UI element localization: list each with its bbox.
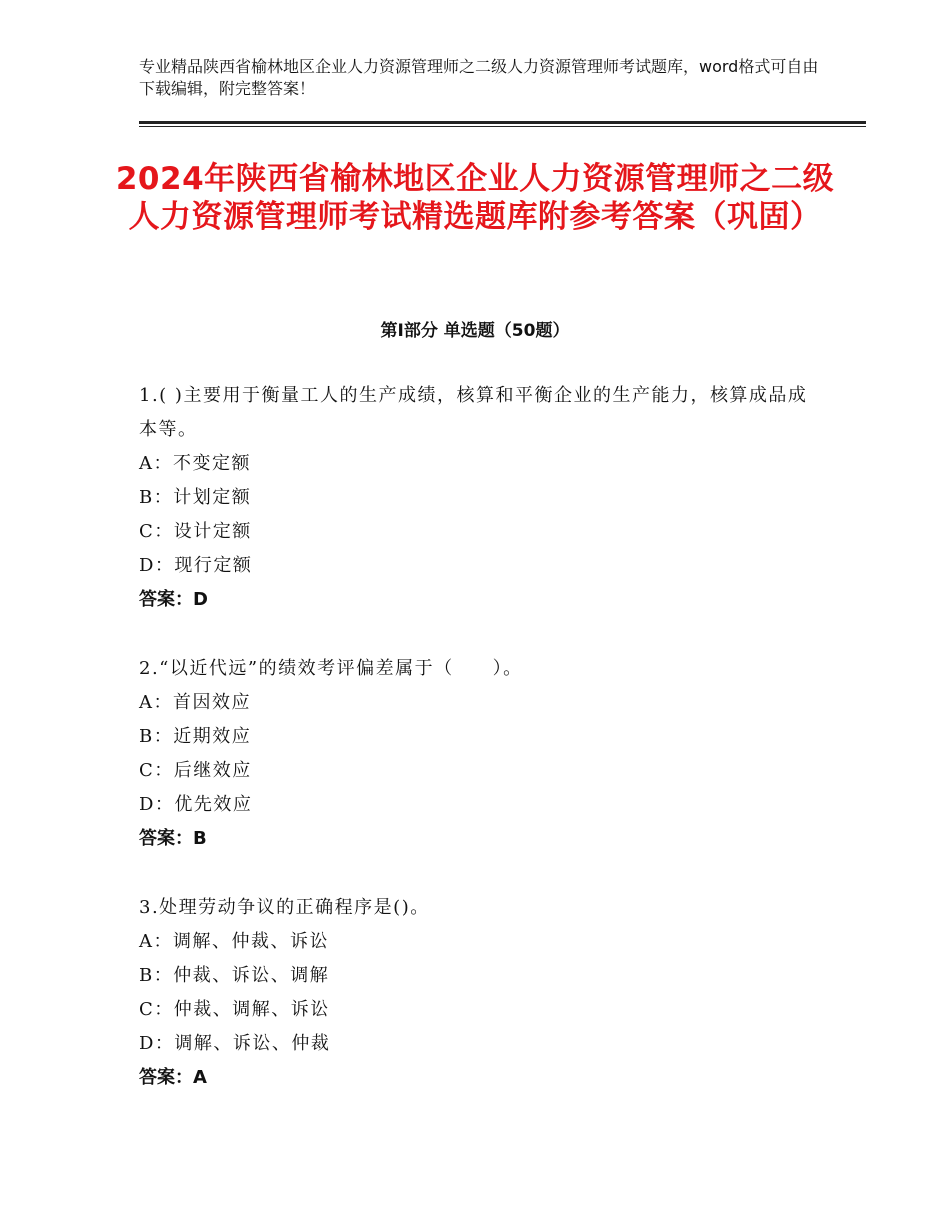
question-2 <box>139 652 819 856</box>
section-title: 第Ⅰ部分 单选题（50题） <box>380 321 570 341</box>
option-a: A：不变定额 <box>139 453 251 474</box>
header-note: 专业精品陕西省榆林地区企业人力资源管理师之二级人力资源管理师考试题库，word格式可自由下载编辑，附完整答案！ <box>139 57 819 98</box>
answer: 答案：A <box>139 1067 207 1088</box>
option-d: D：现行定额 <box>139 555 253 576</box>
option-c: C：后继效应 <box>139 760 252 781</box>
option-b: B：计划定额 <box>139 487 252 508</box>
option-b: B：近期效应 <box>139 726 252 747</box>
document-title: 2024年陕西省榆林地区企业人力资源管理师之二级人力资源管理师考试精选题库附参考答案（巩固） <box>115 161 835 235</box>
option-c: C：仲裁、调解、诉讼 <box>139 999 330 1020</box>
option-c: C：设计定额 <box>139 521 252 542</box>
answer: 答案：B <box>139 828 207 849</box>
option-b: B：仲裁、诉讼、调解 <box>139 965 330 986</box>
option-a: A：首因效应 <box>139 692 251 713</box>
option-d: D：调解、诉讼、仲裁 <box>139 1033 331 1054</box>
question-stem: 3.处理劳动争议的正确程序是()。 <box>139 897 430 918</box>
header-rule-thick <box>139 121 866 124</box>
header-rule-thin <box>139 126 866 127</box>
question-stem: 1.( )主要用于衡量工人的生产成绩，核算和平衡企业的生产能力，核算成品成本等。 <box>139 385 808 440</box>
question-stem: 2.“以近代远”的绩效考评偏差属于（ ）。 <box>139 658 523 679</box>
option-a: A：调解、仲裁、诉讼 <box>139 931 329 952</box>
option-d: D：优先效应 <box>139 794 253 815</box>
question-1 <box>139 379 819 617</box>
answer: 答案：D <box>139 589 208 610</box>
question-3 <box>139 891 819 1095</box>
